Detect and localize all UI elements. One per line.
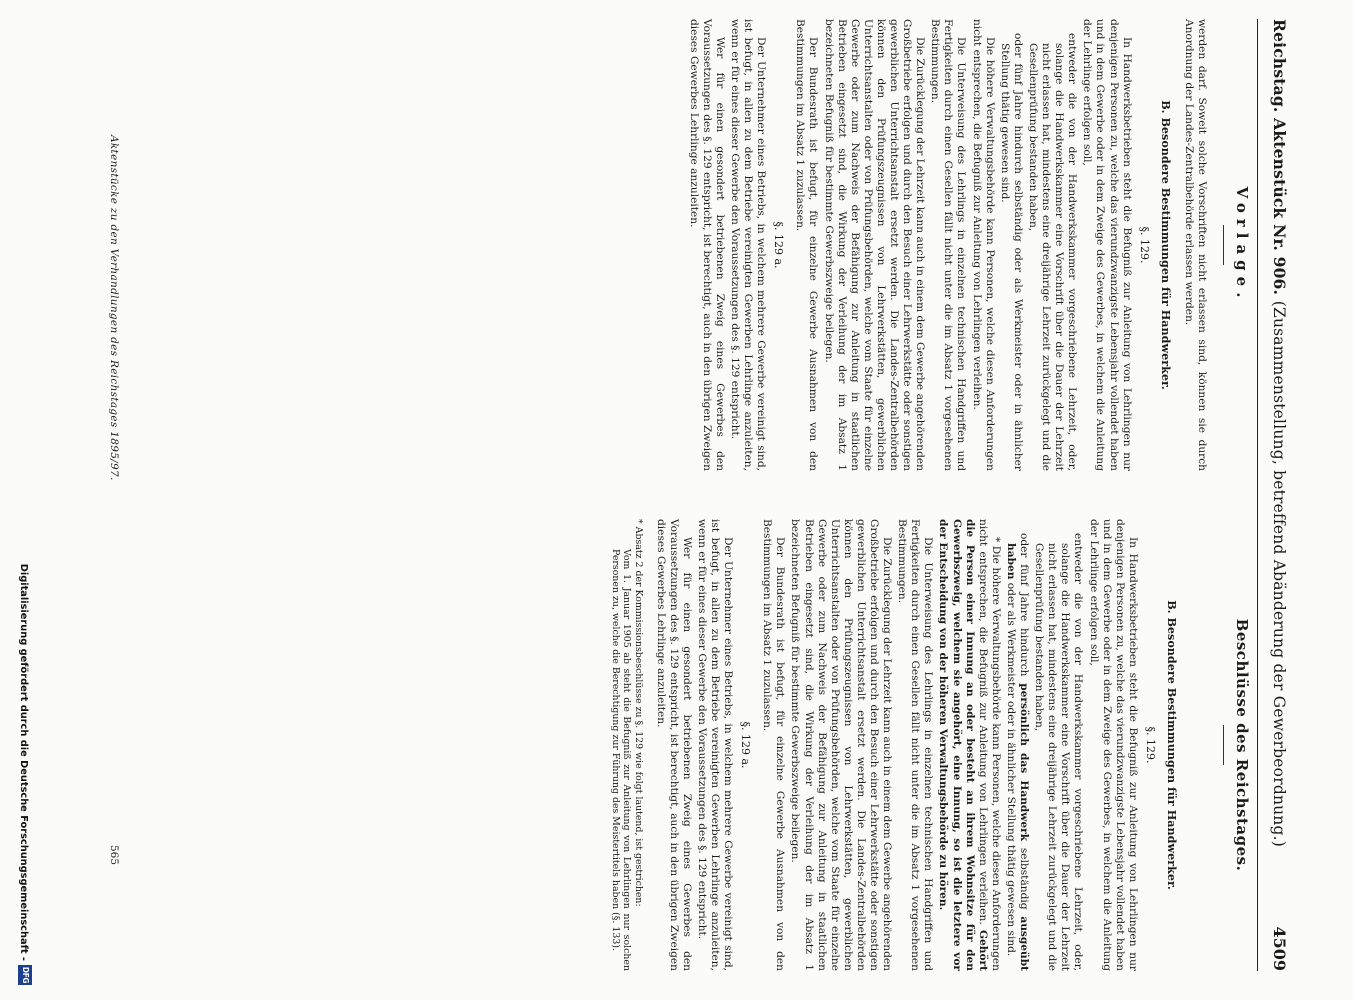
right-p129-text-4: Die Zurücklegung der Lehrzeit kann auch in einem dem Gewerbe angehörenden Großbetriebe erfolgen und durch den Besuch einer Lehrwerkstätte oder sonstigen gewerblichen Unterrichtsanstalt ersetzt werden. Die Landes-Zentralbehörden können den Prüfungszeugnissen von Lehrwerkstätten, gewerblichen Unterrichtsanstalten oder von Prüfungsbehörden, welche vom Staate für einzelne Gewerbe oder zum Nachweis der Befähigung zur Anleitung in staatlichen Betrieben eingesetzt sind, die Wirkung der Verleihung der im Absatz 1 bezeichneten Befugniß für bestimmte Gewerbszweige beilegen. bbox=[789, 519, 894, 971]
left-column-vorlage bbox=[685, 19, 1208, 471]
left-paragraph-129a-label: §. 129 a. bbox=[772, 221, 786, 269]
right-p129a-text-2: Wer für einen gesondert betriebenen Zweig eines Gewerbes den Voraussetzungen des §. 129 entspricht, ist berechtigt, auch in den übrigen Zweigen dieses Gewerbes Lehrlinge anzuleiten. bbox=[654, 519, 693, 971]
right-p129-text-1: In Handwerksbetrieben steht die Befugniß zur Anleitung von Lehrlingen nur denjenigen Personen zu, welche das vierundzwanzigste Lebensjahr vollendet haben und in dem Gewerbe oder in dem Zweige des Gewerbes, in welchem die Anleitung der Lehrlinge erfolgen soll, bbox=[1087, 519, 1139, 971]
right-heading-rule bbox=[1223, 725, 1224, 765]
right-footnote-line-2: Vom 1. Januar 1905 ab steht die Befugniß zur Anleitung von Lehrlingen nur solchen Personen zu, welche die Berechtigung zur Führung des Meistertitels haben (§. 133). bbox=[609, 549, 633, 971]
right-p129a-text-1: Der Unternehmer eines Betriebs, in welchem mehrere Gewerbe vereinigt sind, ist befugt, in allen zu dem Betriebe vereinigten Gewerben Lehrlinge anzuleiten, wenn er für eines dieser Gewerbe den Voraussetzungen des §. 129 entspricht. bbox=[695, 519, 735, 971]
dfg-logo-icon: DFG bbox=[18, 965, 32, 985]
left-section-title: B. Besondere Bestimmungen für Handwerker. bbox=[1158, 100, 1173, 390]
left-p129-item-2: oder fünf Jahre hindurch selbständig oder als Werkmeister oder in ähnlicher Stellung thätig gewesen sind. bbox=[998, 33, 1024, 471]
header-title-subtitle: (Zusammenstellung, betreffend Abänderung der Gewerbeordnung.) bbox=[1270, 300, 1288, 847]
digitization-text: Digitalisierung gefördert durch die Deutsche Forschungsgemeinschaft - bbox=[18, 563, 29, 961]
left-column-heading: Vorlage. bbox=[1233, 186, 1251, 304]
right-p129-text-2 bbox=[936, 519, 1001, 971]
footer-page-number: 565 bbox=[108, 845, 120, 866]
right-p129-item-2-bold-a: persönlich das Handwerk bbox=[1018, 683, 1031, 842]
right-paragraph-129-label: §. 129. bbox=[1143, 726, 1157, 764]
left-p129-text-1: In Handwerksbetrieben steht die Befugniß zur Anleitung von Lehrlingen nur denjenigen Personen zu, welche das vierundzwanzigste Lebensjahr vollendet haben und in dem Gewerbe oder in dem Zweige des Gewerbes, in welchem die Anleitung der Lehrlinge erfolgen soll, bbox=[1081, 19, 1133, 471]
right-section-title: B. Besondere Bestimmungen für Handwerker. bbox=[1165, 600, 1179, 890]
header-title-bold: Reichstag. Aktenstück Nr. 906. bbox=[1270, 19, 1289, 296]
header-title bbox=[1270, 19, 1289, 847]
left-p129-item-1: entweder die von der Handwerkskammer vorgeschriebene Lehrzeit, oder, solange die Handwerkskammer eine Vorschrift über die Dauer der Lehrzeit nicht erlassen hat, mindestens eine dreijährige Lehrzeit zurückgelegt und die Gesellenprüfung bestanden haben, bbox=[1026, 33, 1079, 471]
left-heading-rule bbox=[1223, 225, 1224, 265]
right-column-beschluesse bbox=[609, 519, 1208, 971]
left-p129-text-3: Die Unterweisung des Lehrlings in einzelnen technischen Handgriffen und Fertigkeiten durch einen Gesellen fällt nicht unter die im Absatz 1 vorgesehenen Bestimmungen. bbox=[929, 19, 968, 471]
right-p129-item-2-part-a: oder fünf Jahre hindurch bbox=[1018, 533, 1031, 677]
document-page bbox=[10, 5, 1300, 985]
right-p129-text-2-bold: Gehört die Person einer Innung an oder besteht an ihrem Wohnsitze für den Gewerbszweig, welchem sie angehört, eine Innung, so ist die letztere vor der Entscheidung von der höheren Verwaltungsbehörde zu hören. bbox=[937, 519, 989, 971]
right-p129-item-2 bbox=[1004, 519, 1030, 971]
left-p129-text-5: Der Bundesrath ist befugt, für einzelne Gewerbe Ausnahmen von den Bestimmungen im Absatz 1 zuzulassen. bbox=[794, 19, 820, 471]
digitization-notice bbox=[14, 5, 32, 985]
running-header bbox=[1257, 19, 1292, 971]
footer-source: Aktenstücke zu den Verhandlungen des Reichstages 1895/97. bbox=[108, 135, 120, 481]
left-intro-text: werden darf. Soweit solche Vorschriften nicht erlassen sind, können sie durch Anordnung der Landes-Zentralbehörde erlassen werden. bbox=[1182, 19, 1208, 471]
right-p129-text-2-plain: * Die höhere Verwaltungsbehörde kann Personen, welche diesen Anforderungen nicht entsprechen, die Befugniß zur Anleitung von Lehrlingen verleihen. bbox=[976, 519, 1002, 971]
right-p129-item-1: entweder die von der Handwerkskammer vorgeschriebene Lehrzeit, oder, solange die Handwerkskammer eine Vorschrift über die Dauer der Lehrzeit nicht erlassen hat, mindestens eine dreijährige Lehrzeit zurückgelegt und die Gesellenprüfung bestanden haben, bbox=[1033, 533, 1085, 971]
right-column-heading: Beschlüsse des Reichstages. bbox=[1233, 618, 1251, 872]
left-p129-text-2: Die höhere Verwaltungsbehörde kann Personen, welche diesen Anforderungen nicht entsprechen, die Befugniß zur Anleitung von Lehrlingen verleihen. bbox=[970, 19, 996, 471]
right-footnote bbox=[609, 519, 643, 971]
right-paragraph-129a-label: §. 129 a. bbox=[739, 721, 753, 769]
right-p129-item-2-part-b: selbständig bbox=[1018, 847, 1031, 910]
page-number: 4509 bbox=[1270, 926, 1289, 971]
left-p129a-text-2: Wer für einen gesondert betriebenen Zweig eines Gewerbes den Voraussetzungen des §. 129 entspricht, ist berechtigt, auch in den übrigen Zweigen dieses Gewerbes Lehrlinge anzuleiten. bbox=[687, 19, 726, 471]
right-footnote-line-1: * Absatz 2 der Kommissionsbeschlüsse zu §. 129 wie folgt lautend, ist gestrichen: bbox=[632, 519, 644, 907]
left-paragraph-129-label: §. 129. bbox=[1137, 226, 1151, 264]
right-p129-item-2-part-c: oder als Werkmeister oder in ähnlicher Stellung thätig gewesen sind. bbox=[1004, 582, 1017, 957]
left-p129a-text-1: Der Unternehmer eines Betriebs, in welchem mehrere Gewerbe vereinigt sind, ist befugt, in allen zu dem Betriebe vereinigten Gewerben Lehrlinge anzuleiten, wenn er für eines dieser Gewerbe den Voraussetzungen des §. 129 entspricht. bbox=[729, 19, 768, 471]
right-p129-item-2-bold-b: ausgeübt haben bbox=[1004, 543, 1031, 972]
left-p129-text-4: Die Zurücklegung der Lehrzeit kann auch in einem dem Gewerbe angehörenden Großbetriebe erfolgen und durch den Besuch einer Lehrwerkstätte oder sonstigen gewerblichen Unterrichtsanstalt ersetzt werden. Die Landes-Zentralbehörden können den Prüfungszeugnissen von Lehrwerkstätten, gewerblichen Unterrichtsanstalten oder von Prüfungsbehörden, welche vom Staate für einzelne Gewerbe oder zum Nachweis der Befähigung zur Anleitung in staatlichen Betrieben eingesetzt sind, die Wirkung der Verleihung der im Absatz 1 bezeichneten Befugniß für bestimmte Gewerbszweige beilegen. bbox=[822, 19, 927, 471]
page-footer bbox=[60, 5, 120, 985]
right-p129-text-3: Die Unterweisung des Lehrlings in einzelnen technischen Handgriffen und Fertigkeiten durch einen Gesellen fällt nicht unter die im Absatz 1 vorgesehenen Bestimmungen. bbox=[896, 519, 935, 971]
right-p129-text-5: Der Bundesrath ist befugt, für einzelne Gewerbe Ausnahmen von den Bestimmungen im Absatz 1 zuzulassen. bbox=[761, 519, 787, 971]
